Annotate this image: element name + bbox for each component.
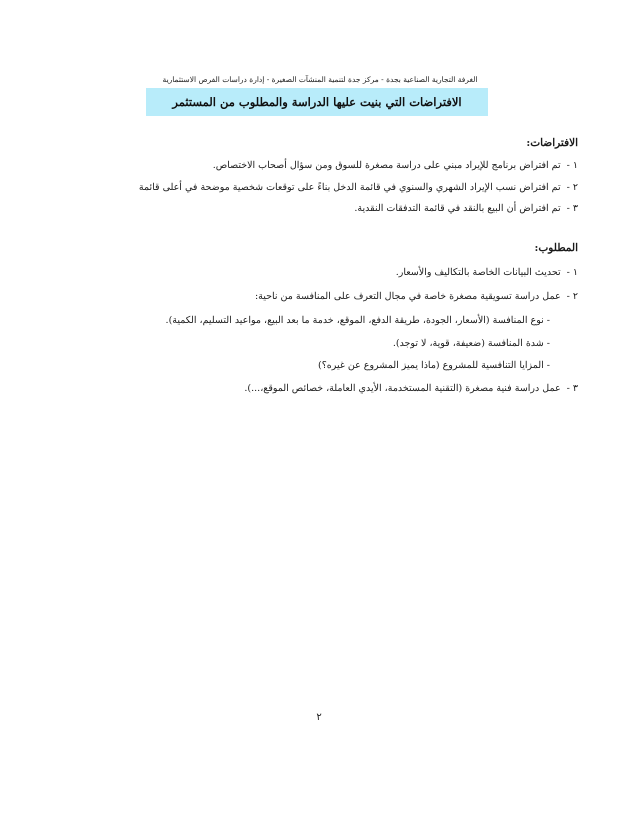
- item-number: ١ -: [566, 267, 578, 278]
- required-item-2: [255, 291, 578, 302]
- required-subitem-3: - المزايا التنافسية للمشروع (ماذا يميز المشروع عن غيره؟): [318, 360, 550, 371]
- item-text: تحديث البيانات الخاصة بالتكاليف والأسعار.: [395, 267, 561, 278]
- assumption-item-1: [213, 160, 578, 171]
- page-number: ٢: [316, 712, 322, 723]
- assumption-item-3: [354, 203, 578, 214]
- assumption-item-2: [139, 182, 578, 193]
- page-title: الافتراضات التي بنيت عليها الدراسة والمطلوب من المستثمر: [172, 95, 462, 109]
- required-subitem-1: - نوع المنافسة (الأسعار، الجودة، طريقة الدفع، الموقع، خدمة ما بعد البيع، مواعيد التسليم، الكمية).: [165, 315, 550, 326]
- item-text: تم افتراض أن البيع بالنقد في قائمة التدفقات النقدية.: [354, 203, 561, 214]
- document-header: الغرفة التجارية الصناعية بجدة - مركز جدة لتنمية المنشآت الصغيرة - إدارة دراسات الفرص الاستثمارية: [162, 75, 478, 84]
- required-heading: المطلوب:: [534, 242, 578, 254]
- assumptions-heading: الافتراضات:: [526, 137, 578, 149]
- item-text: عمل دراسة تسويقية مصغرة خاصة في مجال التعرف على المنافسة من ناحية:: [254, 291, 561, 302]
- item-number: ٣ -: [566, 203, 578, 214]
- item-number: ٣ -: [566, 383, 578, 394]
- item-text: عمل دراسة فنية مصغرة (التقنية المستخدمة، الأيدي العاملة، خصائص الموقع،...).: [244, 383, 561, 394]
- item-number: ١ -: [566, 160, 578, 171]
- required-item-3: [244, 383, 578, 394]
- title-banner: [146, 88, 488, 116]
- item-number: ٢ -: [566, 182, 578, 193]
- item-number: ٢ -: [566, 291, 578, 302]
- item-text: تم افتراض نسب الإيراد الشهري والسنوي في قائمة الدخل بناءً على توقعات شخصية موضحة في أعلى قائمة: [138, 182, 561, 193]
- item-text: تم افتراض برنامج للإيراد مبني على دراسة مصغرة للسوق ومن سؤال أصحاب الاختصاص.: [212, 160, 561, 171]
- required-subitem-2: - شدة المنافسة (ضعيفة، قوية، لا توجد).: [392, 338, 550, 349]
- required-item-1: [396, 267, 578, 278]
